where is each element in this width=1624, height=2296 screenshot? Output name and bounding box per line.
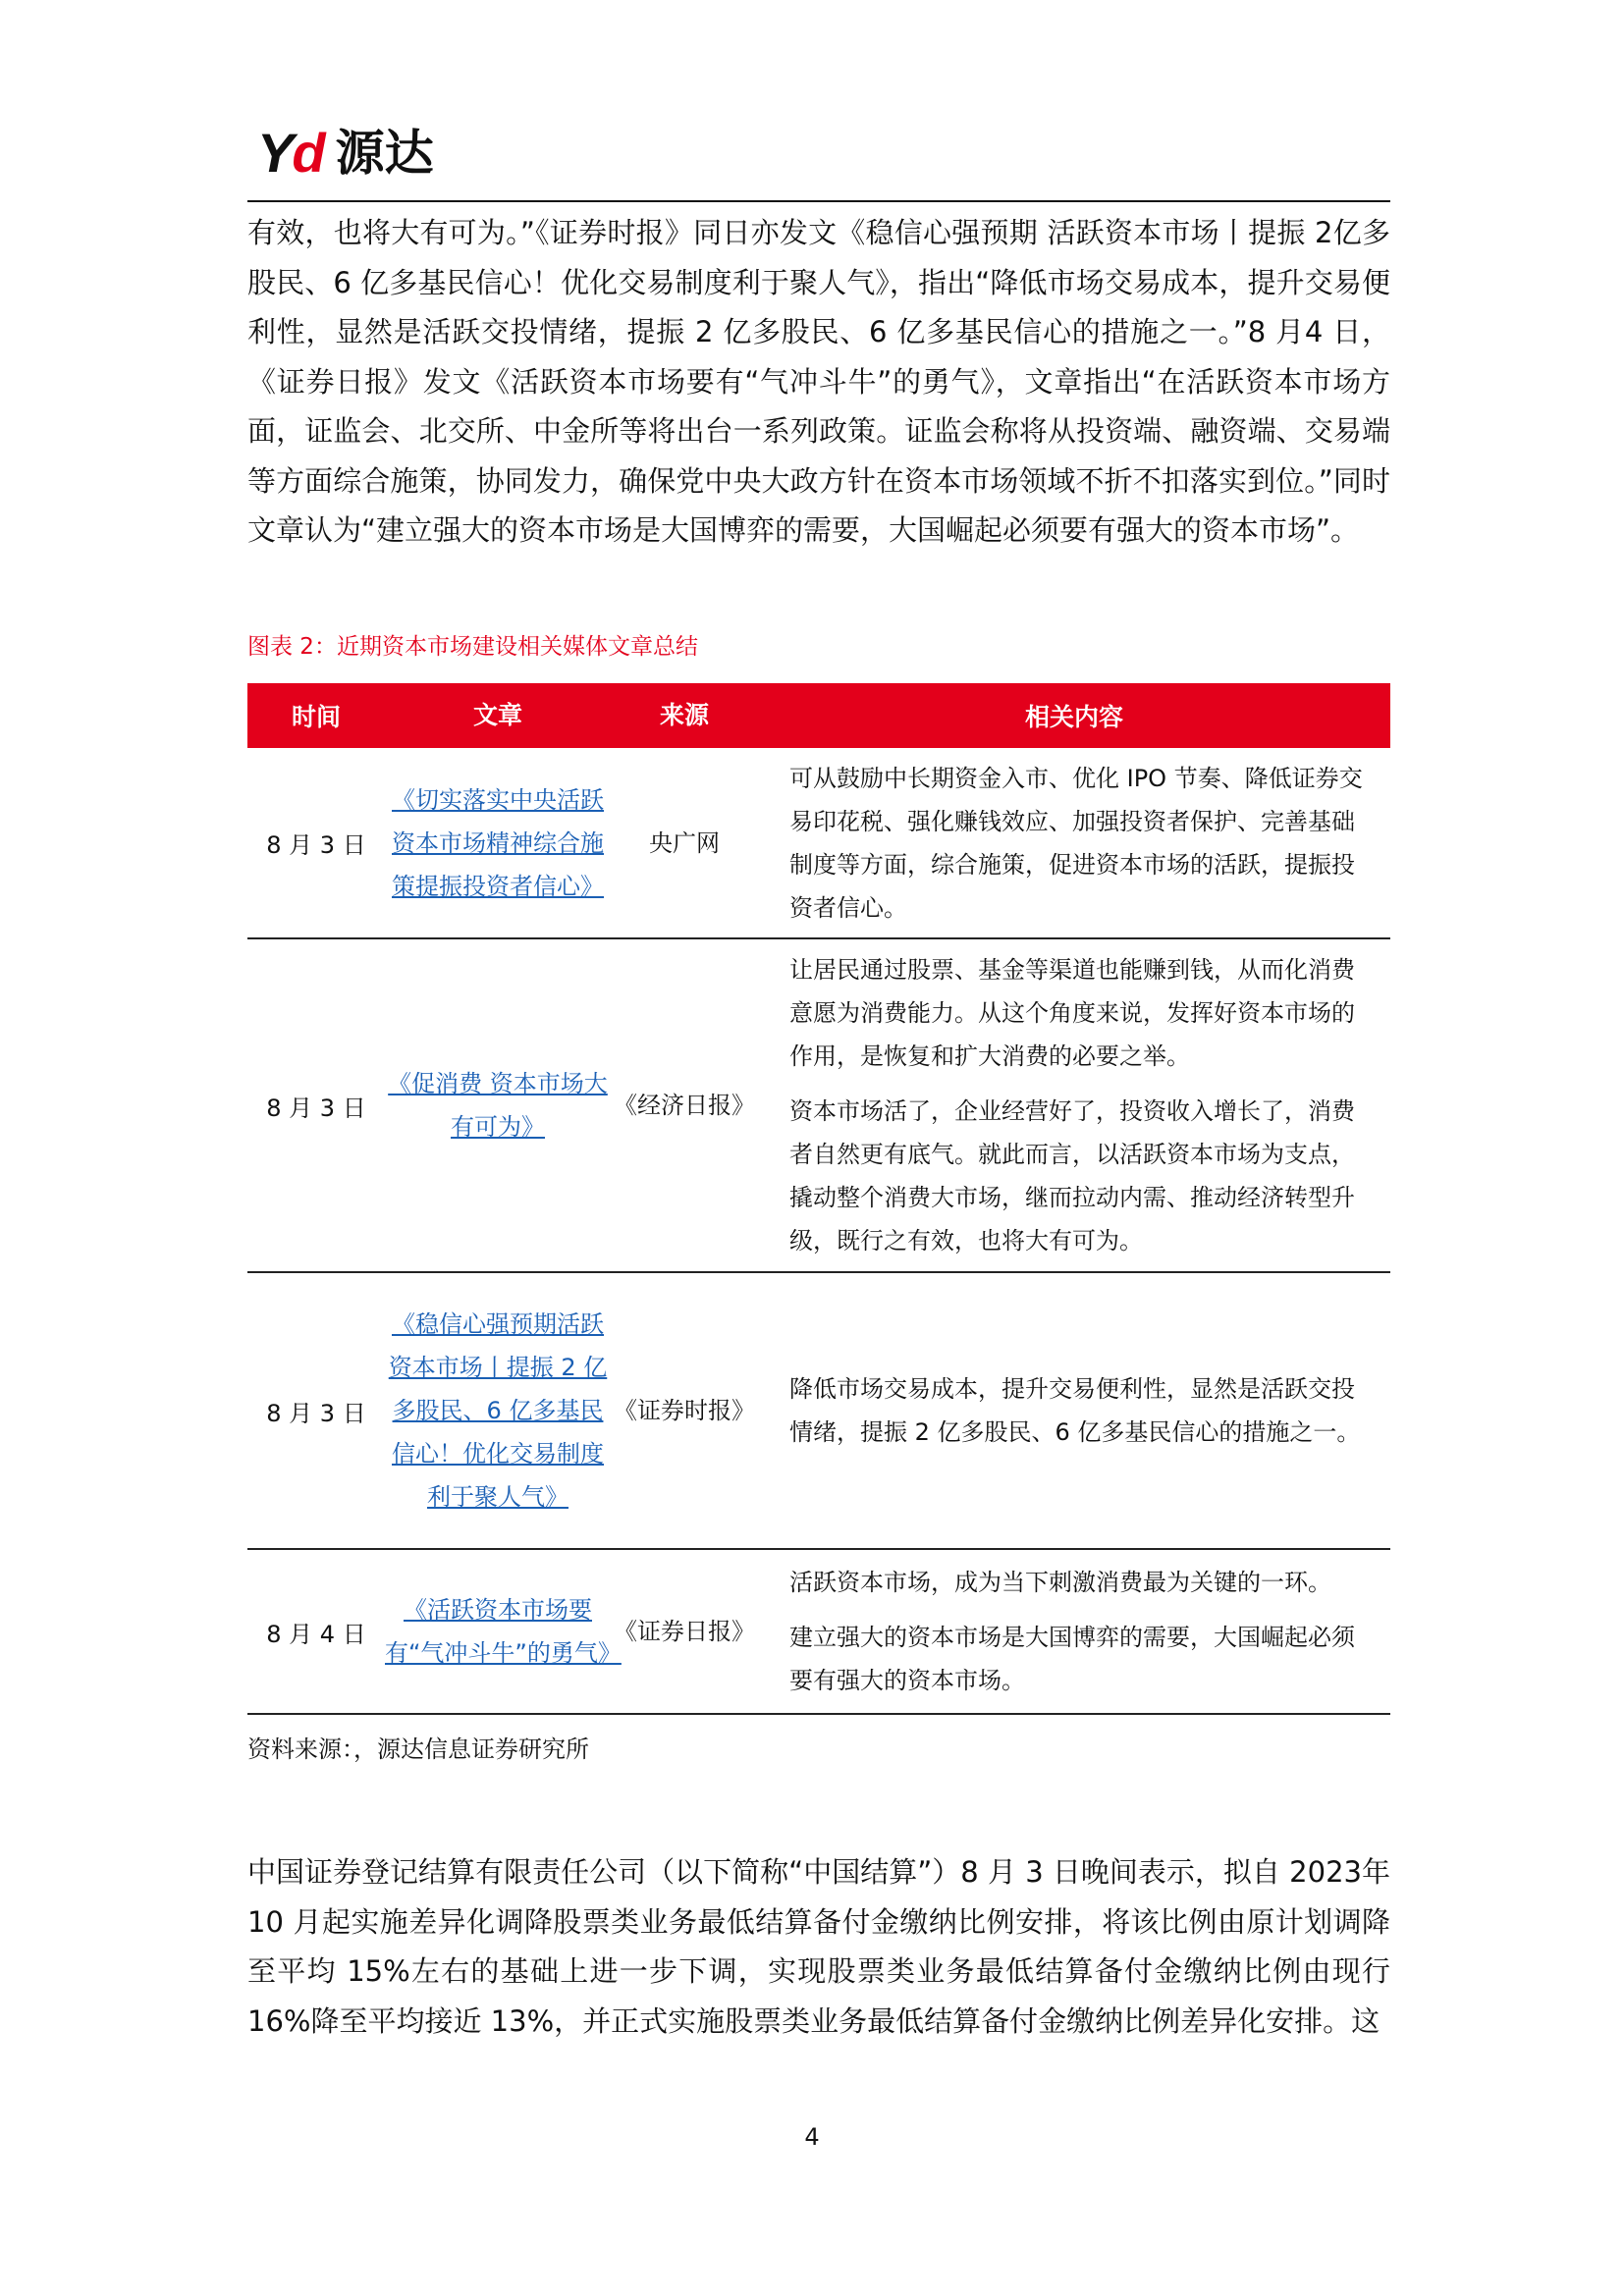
paragraph-text: 中国证券登记结算有限责任公司（以下简称“中国结算”）8 月 3 日晚间表示，拟自 2023年 10 月起实施差异化调降股票类业务最低结算备付金缴纳比例安排，将该比例由原计划调降至平均 15%左右的基础上进一步下调，实现股票类业务最低结算备付金缴纳比例由现行16%降至平均接近 13%，并正式实施股票类业务最低结算备付金缴纳比例差异化安排。这 [247,1855,1390,2038]
date-cell: 8 月 3 日 [247,748,385,938]
column-header-article: 文章 [385,683,611,748]
content-cell [758,938,1390,1272]
company-logo [257,122,434,184]
figure-title: 图表 2：近期资本市场建设相关媒体文章总结 [247,634,698,660]
content-text: 让居民通过股票、基金等渠道也能赚到钱，从而化消费意愿为消费能力。从这个角度来说，发挥好资本市场的作用，是恢复和扩大消费的必要之举。 [789,956,1355,1070]
body-paragraph-top [247,208,1390,556]
article-link[interactable]: 《稳信心强预期活跃资本市场丨提振 2 亿多股民、6 亿多基民信心！优化交易制度利于聚人气》 [388,1310,608,1511]
article-link[interactable]: 《活跃资本市场要有“气冲斗牛”的勇气》 [385,1596,622,1667]
header-divider [247,200,1390,202]
article-link[interactable]: 《促消费 资本市场大有可为》 [388,1070,608,1141]
source-note: 资料来源：，源达信息证券研究所 [247,1735,589,1763]
column-header-date: 时间 [247,683,385,748]
table-row [247,1272,1390,1549]
content-text: 降低市场交易成本，提升交易便利性，显然是活跃交投情绪，提振 2 亿多股民、6 亿多基民信心的措施之一。 [789,1375,1361,1446]
logo-mark: Yd [257,122,324,184]
article-cell [385,1549,622,1714]
date-cell: 8 月 3 日 [247,1272,385,1549]
logo-name: 源达 [335,125,434,182]
page-number: 4 [804,2123,820,2151]
date-cell: 8 月 3 日 [247,938,385,1272]
table-row [247,748,1390,938]
body-paragraph-bottom [247,1847,1390,2046]
article-cell [385,938,611,1272]
content-cell [758,748,1390,938]
content-text: 建立强大的资本市场是大国博弈的需要，大国崛起必须要有强大的资本市场。 [789,1624,1355,1694]
content-text: 活跃资本市场，成为当下刺激消费最为关键的一环。 [789,1569,1331,1596]
table-row [247,1549,1390,1714]
source-cell: 《证券日报》 [611,1549,758,1714]
source-cell: 央广网 [611,748,758,938]
date-cell: 8 月 4 日 [247,1549,385,1714]
table-header-row [247,683,1390,748]
content-text: 可从鼓励中长期资金入市、优化 IPO 节奏、降低证券交易印花税、强化赚钱效应、加强投资者保护、完善基础制度等方面，综合施策，促进资本市场的活跃，提振投资者信心。 [789,764,1363,922]
source-cell: 《证券时报》 [611,1272,758,1549]
article-link[interactable]: 《切实落实中央活跃资本市场精神综合施策提振投资者信心》 [392,785,604,900]
column-header-content: 相关内容 [758,683,1390,748]
content-text: 资本市场活了，企业经营好了，投资收入增长了，消费者自然更有底气。就此而言，以活跃资本市场为支点，撬动整个消费大市场，继而拉动内需、推动经济转型升级，既行之有效，也将大有可为。 [789,1097,1355,1255]
article-cell [385,1272,611,1549]
table-row [247,938,1390,1272]
content-cell [758,1272,1390,1549]
column-header-source: 来源 [611,683,758,748]
article-cell [385,748,611,938]
content-cell [758,1549,1390,1714]
paragraph-text: 有效，也将大有可为。”《证券时报》同日亦发文《稳信心强预期 活跃资本市场丨提振 2亿多股民、6 亿多基民信心！优化交易制度利于聚人气》，指出“降低市场交易成本，提升交易便利性，显然是活跃交投情绪，提振 2 亿多股民、6 亿多基民信心的措施之一。”8 月4 日，《证券日报》发文《活跃资本市场要有“气冲斗牛”的勇气》，文章指出“在活跃资本市场方面，证监会、北交所、中金所等将出台一系列政策。证监会称将从投资端、融资端、交易端等方面综合施策，协同发力，确保党中央大政方针在资本市场领域不折不扣落实到位。”同时文章认为“建立强大的资本市场是大国博弈的需要，大国崛起必须要有强大的资本市场”。 [247,216,1390,547]
source-cell: 《经济日报》 [611,938,758,1272]
media-articles-table [247,683,1390,1715]
